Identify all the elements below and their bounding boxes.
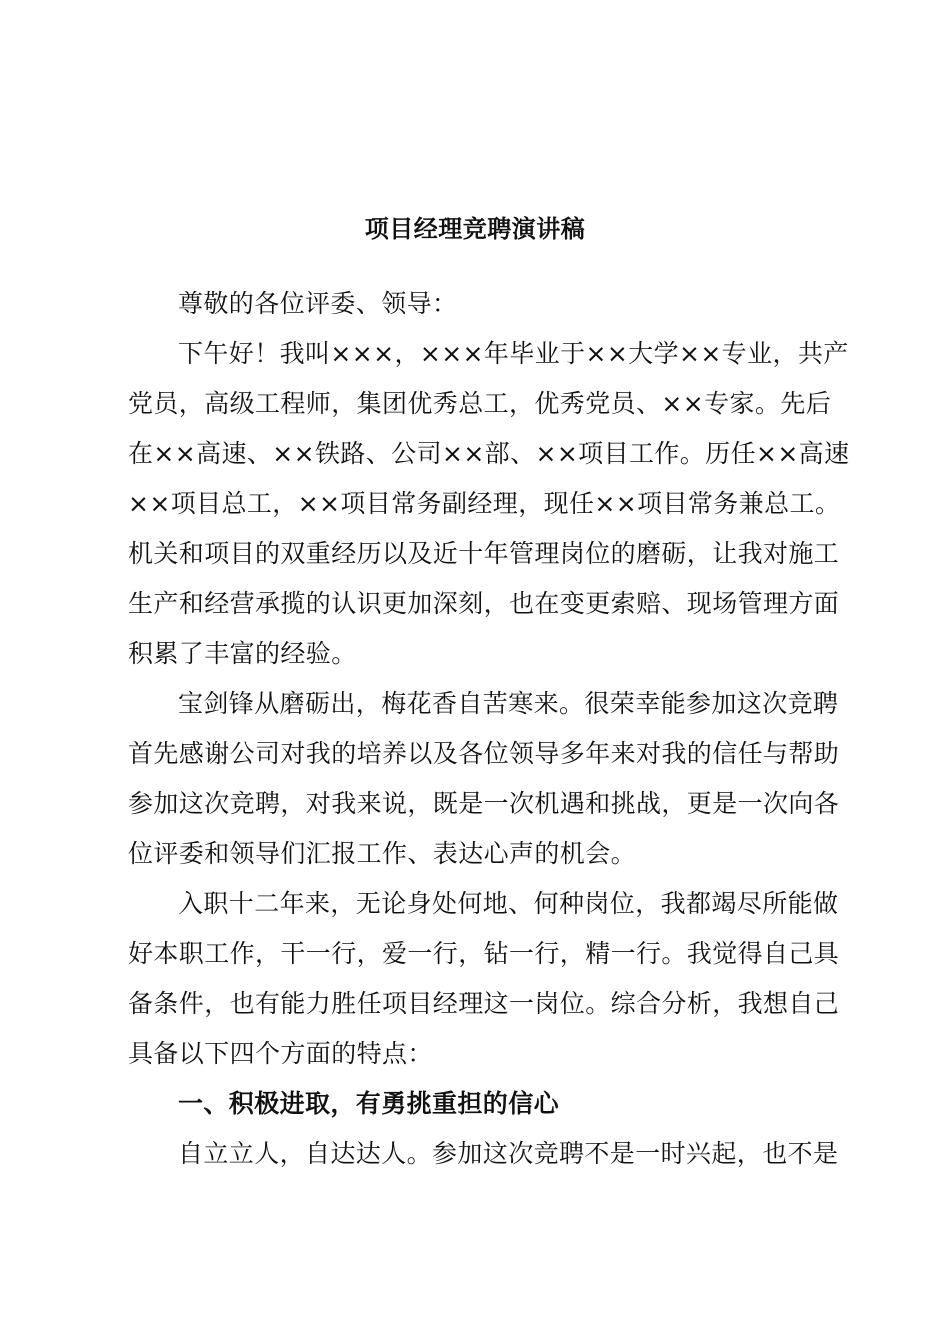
paragraph-line: 位评委和领导们汇报工作、表达心声的机会。: [128, 839, 637, 868]
paragraph-line: 机关和项目的双重经历以及近十年管理岗位的磨砺，让我对施工: [128, 539, 840, 568]
paragraph-line: 具备以下四个方面的特点：: [128, 1039, 433, 1068]
section-heading: 一、积极进取，有勇挑重担的信心: [178, 1089, 560, 1118]
paragraph-line: 宝剑锋从磨砺出，梅花香自苦寒来。很荣幸能参加这次竞聘: [178, 689, 839, 718]
paragraph-line: 在××高速、××铁路、公司××部、××项目工作。历任××高速: [128, 439, 850, 468]
paragraph-line: 自立立人，自达达人。参加这次竞聘不是一时兴起，也不是: [178, 1139, 839, 1168]
document-title: 项目经理竞聘演讲稿: [364, 215, 586, 243]
paragraph-line: ××项目总工，××项目常务副经理，现任××项目常务兼总工。: [128, 489, 841, 518]
paragraph-line: 参加这次竞聘，对我来说，既是一次机遇和挑战，更是一次向各: [128, 789, 840, 818]
paragraph-line: 下午好！我叫×××，×××年毕业于××大学××专业，共产: [178, 339, 849, 368]
paragraph-line: 入职十二年来，无论身处何地、何种岗位，我都竭尽所能做: [178, 889, 839, 918]
paragraph-line: 生产和经营承揽的认识更加深刻，也在变更索赔、现场管理方面: [128, 589, 840, 618]
paragraph-line: 积累了丰富的经验。: [128, 639, 357, 668]
paragraph-line: 备条件，也有能力胜任项目经理这一岗位。综合分析，我想自己: [128, 989, 840, 1018]
salutation: 尊敬的各位评委、领导：: [178, 289, 458, 318]
paragraph-line: 党员，高级工程师，集团优秀总工，优秀党员、××专家。先后: [128, 389, 832, 418]
paragraph-line: 首先感谢公司对我的培养以及各位领导多年来对我的信任与帮助: [128, 739, 840, 768]
paragraph-line: 好本职工作，干一行，爱一行，钻一行，精一行。我觉得自己具: [128, 939, 840, 968]
